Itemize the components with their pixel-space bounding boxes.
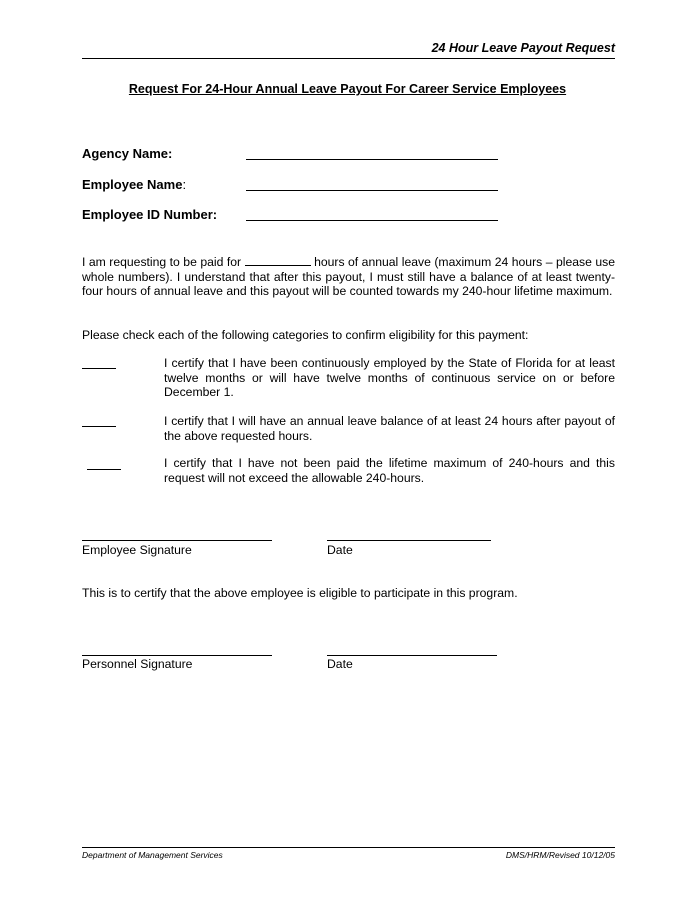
employee-date-line[interactable]	[327, 540, 491, 541]
employee-signature-line[interactable]	[82, 540, 272, 541]
certification-1-checkbox[interactable]	[82, 368, 116, 369]
footer-revision: DMS/HRM/Revised 10/12/05	[505, 850, 615, 860]
certification-2-text: I certify that I will have an annual leave balance of at least 24 hours after payout of the above requested hours.	[164, 414, 615, 443]
employee-name-label-text: Employee Name	[82, 177, 183, 192]
employee-date-label: Date	[327, 543, 353, 557]
certification-1-text: I certify that I have been continuously employed by the State of Florida for at least twelve months or will have twelve months of continuous service on or before December 1.	[164, 356, 615, 400]
employee-name-label	[82, 177, 186, 192]
request-text-before: I am requesting to be paid for	[82, 255, 242, 269]
certify-statement: This is to certify that the above employee is eligible to participate in this program.	[82, 586, 518, 600]
footer-rule	[82, 847, 615, 848]
employee-name-field[interactable]	[246, 190, 498, 191]
employee-name-colon: :	[182, 177, 187, 192]
header-title: 24 Hour Leave Payout Request	[431, 41, 615, 55]
request-text-after: hours of annual leave (maximum 24 hours – please use whole numbers). I understand that after this payout, I must still have a balance of at least twenty-four hours of annual leave and this payout will be counted towards my 240-hour lifetime maximum.	[82, 255, 615, 299]
certification-3-text: I certify that I have not been paid the lifetime maximum of 240-hours and this request will not exceed the allowable 240-hours.	[164, 456, 615, 485]
hours-requested-field[interactable]	[245, 255, 311, 266]
personnel-signature-line[interactable]	[82, 655, 272, 656]
agency-name-label: Agency Name:	[82, 146, 173, 161]
personnel-date-line[interactable]	[327, 655, 497, 656]
certification-3-checkbox[interactable]	[87, 469, 121, 470]
employee-id-label: Employee ID Number:	[82, 207, 218, 222]
employee-id-field[interactable]	[246, 220, 498, 221]
agency-name-field[interactable]	[246, 159, 498, 160]
instructions-text: Please check each of the following categories to confirm eligibility for this payment:	[82, 328, 529, 342]
employee-signature-label: Employee Signature	[82, 543, 192, 557]
certification-2-checkbox[interactable]	[82, 426, 116, 427]
footer-department: Department of Management Services	[82, 850, 223, 860]
header-rule	[82, 58, 615, 59]
document-title: Request For 24-Hour Annual Leave Payout For Career Service Employees	[128, 82, 567, 96]
personnel-signature-label: Personnel Signature	[82, 657, 193, 671]
request-paragraph	[82, 255, 615, 299]
personnel-date-label: Date	[327, 657, 353, 671]
